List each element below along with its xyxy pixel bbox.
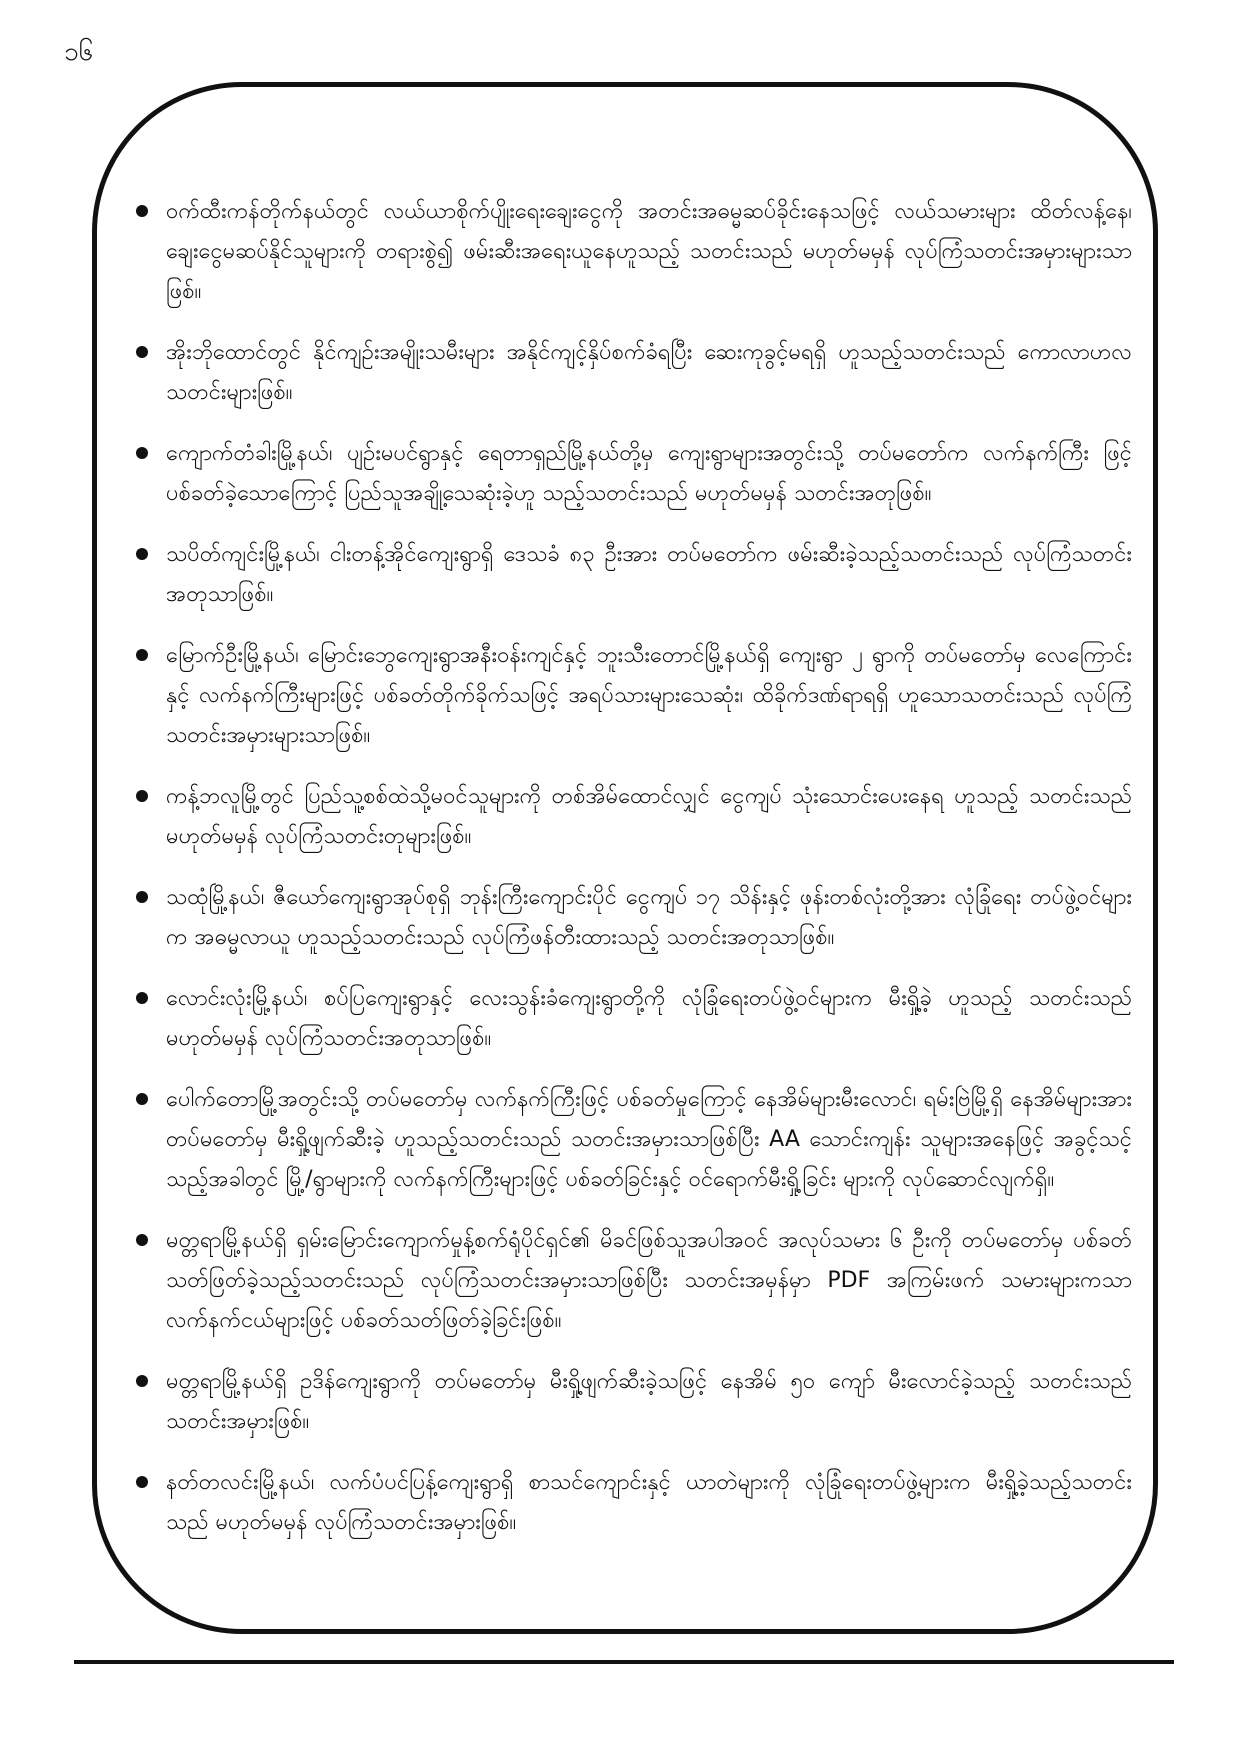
bullet-icon (136, 1375, 148, 1387)
list-item-text: ပေါက်တောမြို့အတွင်းသို့ တပ်မတော်မှ လက်နက်ကြီးဖြင့် ပစ်ခတ်မှုကြောင့် နေအိမ်များမီးလောင်၊ ရမ်းဗြဲမြို့ရှိ နေအိမ်များအား တပ်မတော်မှ မီးရှို့ဖျက်ဆီးခဲ့ ဟူသည့်သတင်းသည် သတင်းအမှားသာဖြစ်ပြီး AA သောင်းကျန်း သူများအနေဖြင့် အခွင့်သင့်သည့်အခါတွင် မြို့/ရွာများကို လက်နက်ကြီးများဖြင့် ပစ်ခတ်ခြင်းနှင့် ဝင်ရောက်မီးရှို့ခြင်း များကို လုပ်ဆောင်လျက်ရှိ။ (166, 1087, 1132, 1192)
list-item (132, 1221, 1132, 1341)
list-item-text: အိုးဘိုထောင်တွင် နိုင်ကျဉ်းအမျိုးသမီးများ အနိုင်ကျင့်နှိပ်စက်ခံရပြီး ဆေးကုခွင့်မရရှိ ဟူသည့်သတင်းသည် ကောလာဟလသတင်းများဖြစ်။ (166, 340, 1132, 405)
list-item (132, 1080, 1132, 1200)
list-item (132, 777, 1132, 857)
page-number: ၁၆ (64, 37, 94, 67)
bullet-icon (136, 992, 148, 1004)
bullet-icon (136, 205, 148, 217)
list-item-text: သထုံမြို့နယ်၊ ဇီယော်ကျေးရွာအုပ်စုရှိ ဘုန်းကြီးကျောင်းပိုင် ငွေကျပ် ၁၇ သိန်းနှင့် ဖုန်းတစ်လုံးတို့အား လုံခြုံရေး တပ်ဖွဲ့ဝင်များက အဓမ္မလာယူ ဟူသည့်သတင်းသည် လုပ်ကြံဖန်တီးထားသည့် သတင်းအတုသာဖြစ်။ (166, 885, 1132, 950)
bullet-icon (136, 649, 148, 661)
list-item-text: မတ္တရာမြို့နယ်ရှိ ဥဒိန်ကျေးရွာကို တပ်မတော်မှ မီးရှို့ဖျက်ဆီးခဲ့သဖြင့် နေအိမ် ၅၀ ကျော် မီးလောင်ခဲ့သည့် သတင်းသည် သတင်းအမှားဖြစ်။ (166, 1369, 1132, 1434)
bullet-icon (136, 447, 148, 459)
footer-divider (74, 1660, 1174, 1664)
bullet-icon (136, 1234, 148, 1246)
list-item-text: ဝက်ထီးကန်တိုက်နယ်တွင် လယ်ယာစိုက်ပျိုးရေးချေးငွေကို အတင်းအဓမ္မဆပ်ခိုင်းနေသဖြင့် လယ်သမားများ ထိတ်လန့်နေ၊ ချေးငွေမဆပ်နိုင်သူများကို တရားစွဲ၍ ဖမ်းဆီးအရေးယူနေဟူသည့် သတင်းသည် မဟုတ်မမှန် လုပ်ကြံသတင်းအမှားများသာဖြစ်။ (166, 199, 1132, 304)
bullet-icon (136, 548, 148, 560)
list-item-text: မြောက်ဦးမြို့နယ်၊ မြောင်းဘွေကျေးရွာအနီးဝန်းကျင်နှင့် ဘူးသီးတောင်မြို့နယ်ရှိ ကျေးရွာ ၂ ရွာကို တပ်မတော်မှ လေကြောင်းနှင့် လက်နက်ကြီးများဖြင့် ပစ်ခတ်တိုက်ခိုက်သဖြင့် အရပ်သားများသေဆုံး၊ ထိခိုက်ဒဏ်ရာရရှိ ဟူသောသတင်းသည် လုပ်ကြံသတင်းအမှားများသာဖြစ်။ (166, 643, 1132, 748)
list-item (132, 878, 1132, 958)
list-item-text: မတ္တရာမြို့နယ်ရှိ ရှမ်းမြောင်းကျောက်မှုန့်စက်ရုံပိုင်ရှင်၏ မိခင်ဖြစ်သူအပါအဝင် အလုပ်သမား ၆ ဦးကို တပ်မတော်မှ ပစ်ခတ်သတ်ဖြတ်ခဲ့သည့်သတင်းသည် လုပ်ကြံသတင်းအမှားသာဖြစ်ပြီး သတင်းအမှန်မှာ PDF အကြမ်းဖက် သမားများကသာ လက်နက်ငယ်များဖြင့် ပစ်ခတ်သတ်ဖြတ်ခဲ့ခြင်းဖြစ်။ (166, 1228, 1132, 1333)
bullet-icon (136, 346, 148, 358)
list-item (132, 636, 1132, 756)
list-item-text: နတ်တလင်းမြို့နယ်၊ လက်ပံပင်ပြန့်ကျေးရွာရှိ စာသင်ကျောင်းနှင့် ယာတဲများကို လုံခြုံရေးတပ်ဖွဲ့များက မီးရှို့ခဲ့သည့်သတင်းသည် မဟုတ်မမှန် လုပ်ကြံသတင်းအမှားဖြစ်။ (166, 1470, 1132, 1535)
list-item (132, 333, 1132, 413)
list-item (132, 192, 1132, 312)
list-item (132, 535, 1132, 615)
bullet-icon (136, 1476, 148, 1488)
list-item (132, 979, 1132, 1059)
list-item-text: ကန့်ဘလူမြို့တွင် ပြည်သူ့စစ်ထဲသို့မဝင်သူများကို တစ်အိမ်ထောင်လျှင် ငွေကျပ် သုံးသောင်းပေးနေရ ဟူသည့် သတင်းသည် မဟုတ်မမှန် လုပ်ကြံသတင်းတုများဖြစ်။ (166, 784, 1132, 849)
list-item (132, 1463, 1132, 1543)
list-item (132, 1362, 1132, 1442)
bullet-icon (136, 891, 148, 903)
bullet-list (132, 192, 1132, 1564)
bullet-icon (136, 1093, 148, 1105)
list-item-text: ကျောက်တံခါးမြို့နယ်၊ ပျဉ်းမပင်ရွာနှင့် ရေတာရှည်မြို့နယ်တို့မှ ကျေးရွာများအတွင်းသို့ တပ်မတော်က လက်နက်ကြီး ဖြင့် ပစ်ခတ်ခဲ့သောကြောင့် ပြည်သူအချို့သေဆုံးခဲ့ဟူ သည့်သတင်းသည် မဟုတ်မမှန် သတင်းအတုဖြစ်။ (166, 441, 1132, 506)
bullet-icon (136, 790, 148, 802)
list-item-text: လောင်းလုံးမြို့နယ်၊ စပ်ပြကျေးရွာနှင့် လေးသွန်းခံကျေးရွာတို့ကို လုံခြုံရေးတပ်ဖွဲ့ဝင်များက မီးရှို့ခဲ့ ဟူသည့် သတင်းသည် မဟုတ်မမှန် လုပ်ကြံသတင်းအတုသာဖြစ်။ (166, 986, 1132, 1051)
list-item (132, 434, 1132, 514)
list-item-text: သပိတ်ကျင်းမြို့နယ်၊ ငါးတန့်အိုင်ကျေးရွာရှိ ဒေသခံ ၈၃ ဦးအား တပ်မတော်က ဖမ်းဆီးခဲ့သည့်သတင်းသည် လုပ်ကြံသတင်းအတုသာဖြစ်။ (166, 542, 1132, 607)
